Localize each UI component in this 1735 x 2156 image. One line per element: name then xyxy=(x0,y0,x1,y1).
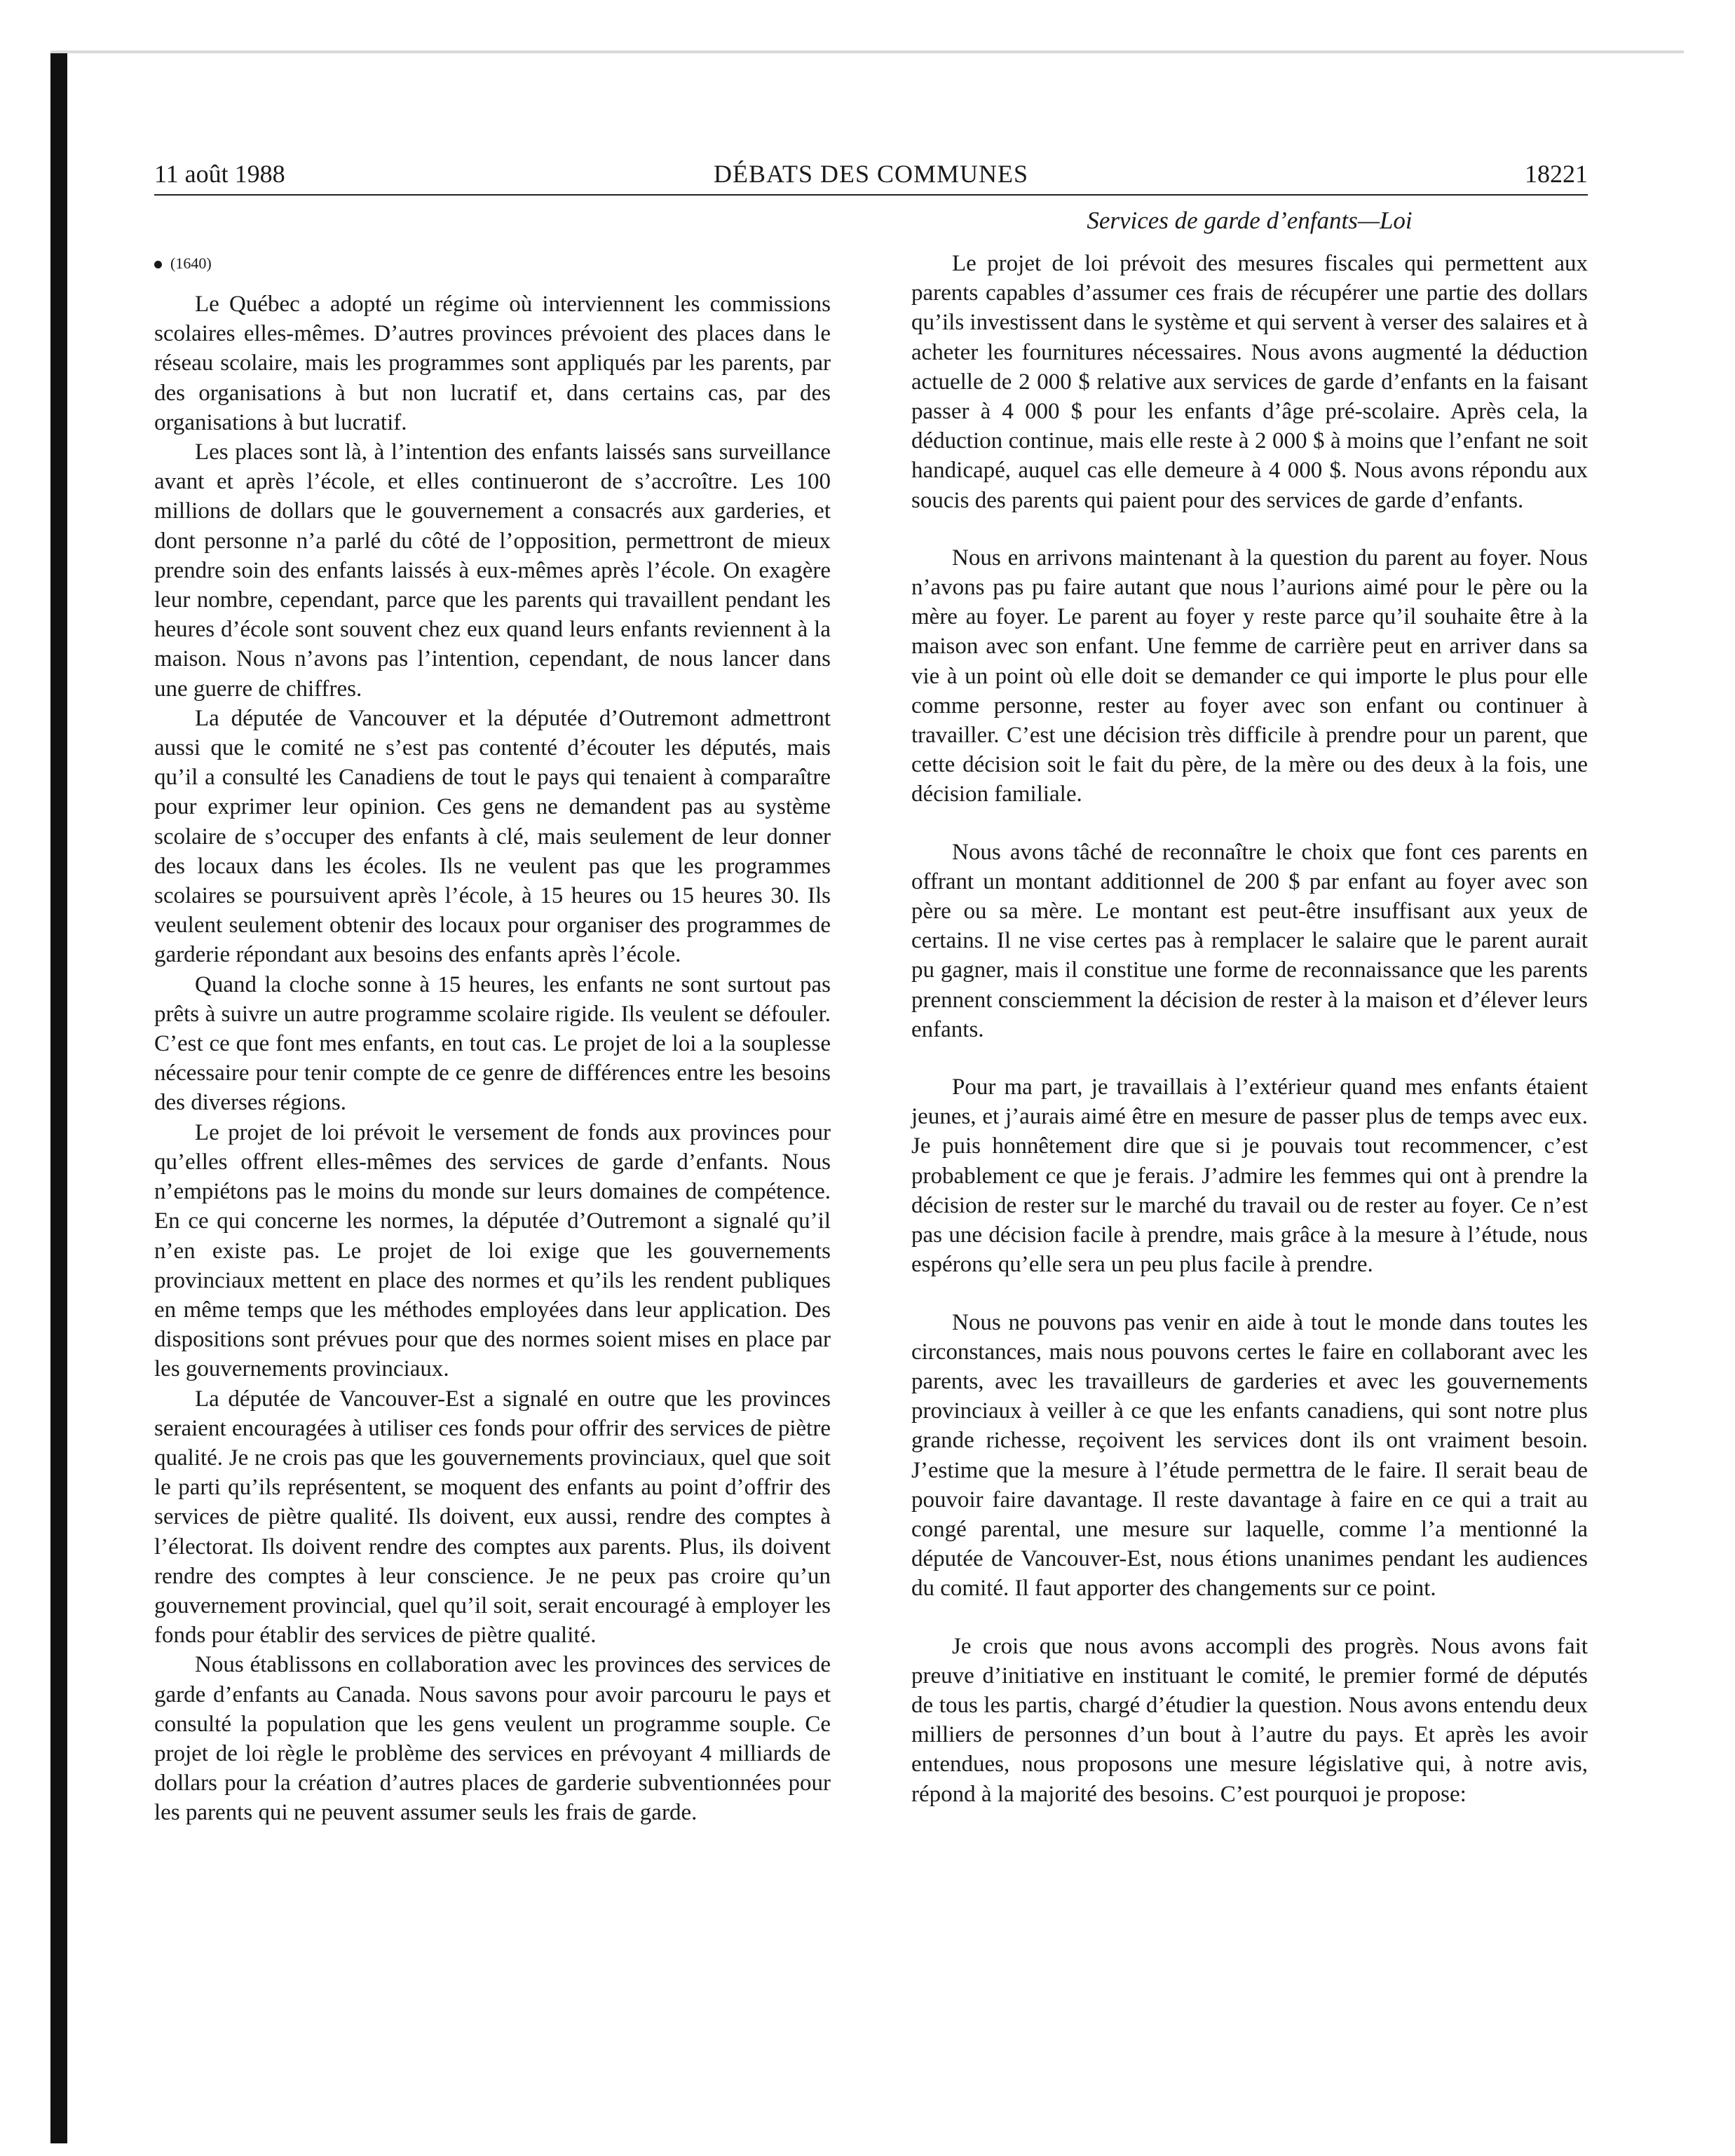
header-date: 11 août 1988 xyxy=(154,160,285,188)
header-rule xyxy=(154,194,1588,196)
scan-top-edge xyxy=(50,50,1684,53)
paragraph: Nous avons tâché de reconnaître le choix que font ces parents en offrant un montant additionnel de 200 $ par enfant au foyer avec son père ou sa mère. Le montant est peut-être insuffisant aux yeux de certains. Il ne vise certes pas à remplacer le salaire que le parent aurait pu gagner, mais il constitue une forme de reconnaissance que les parents prennent consciemment la décision de rester à la maison et d’élever leurs enfants. xyxy=(911,839,1588,1042)
paragraph: Le Québec a adopté un régime où interviennent les commissions scolaires elles-mêmes. D’autres provinces prévoient des places dans le réseau scolaire, mais les programmes sont appliqués par les parents, par des organisations à but non lucratif et, dans certains cas, par des organisations à but lucratif. xyxy=(154,292,831,435)
header-publication-title: DÉBATS DES COMMUNES xyxy=(713,160,1029,188)
paragraph: Je crois que nous avons accompli des progrès. Nous avons fait preuve d’initiative en instituant le comité, le premier formé de députés de tous les partis, chargé d’étudier la question. Nous avons entendu deux milliers de personnes d’un bout à l’autre du pays. Et après les avoir entendues, nous proposons une mesure législative qui, à notre avis, répond à la majorité des besoins. C’est pourquoi je propose: xyxy=(911,1633,1588,1807)
paragraph: La députée de Vancouver-Est a signalé en outre que les provinces seraient encouragées à utiliser ces fonds pour offrir des services de piètre qualité. Je ne crois pas que les gouvernements provinciaux, quel que soit le parti qu’ils représentent, se moquent des enfants au point d’offrir des services de piètre qualité. Ils doivent, eux aussi, rendre des comptes à l’électorat. Ils doivent rendre des comptes aux parents. Plus, ils doivent rendre des comptes à leur conscience. Je ne peux pas croire qu’un gouvernement provincial, quel qu’il soit, serait encouragé à employer les fonds pour établir des services de piètre qualité. xyxy=(154,1386,831,1649)
paragraph: Les places sont là, à l’intention des enfants laissés sans surveillance avant et après l’école, et elles continueront de s’accroître. Les 100 millions de dollars que le gouvernement a consacrés aux garderies, et dont personne n’a parlé du côté de l’opposition, permettront de mieux prendre soin des enfants laissés à eux-mêmes après l’école. On exagère leur nombre, cependant, parce que les parents qui travaillent pendant les heures d’école sont souvent chez eux quand leurs enfants reviennent à la maison. Nous n’avons pas l’intention, cependant, de nous lancer dans une guerre de chiffres. xyxy=(154,439,831,702)
paragraph: Pour ma part, je travaillais à l’extérieur quand mes enfants étaient jeunes, et j’aurais aimé être en mesure de passer plus de temps avec eux. Je puis honnêtement dire que si je pouvais tout recommencer, c’est probablement ce que je ferais. J’admire les femmes qui ont à prendre la décision de rester sur le marché du travail ou de rester au foyer. Ce n’est pas une décision facile à prendre, mais grâce à la mesure à l’étude, nous espérons qu’elle sera un peu plus facile à prendre. xyxy=(911,1074,1588,1278)
scan-shadow-edge xyxy=(50,50,67,2143)
running-header xyxy=(154,158,1588,193)
paragraph: Quand la cloche sonne à 15 heures, les enfants ne sont surtout pas prêts à suivre un autre programme scolaire rigide. Ils veulent se défouler. C’est ce que font mes enfants, en tout cas. Le projet de loi a la souplesse nécessaire pour tenir compte de ce genre de différences entre les besoins des diverses régions. xyxy=(154,971,831,1116)
header-page-number: 18221 xyxy=(1525,160,1588,188)
document-page xyxy=(154,158,1588,2106)
paragraph: Nous en arrivons maintenant à la question du parent au foyer. Nous n’avons pas pu faire autant que nous l’aurions aimé pour le père ou la mère au foyer. Le parent au foyer y reste parce qu’il souhaite être à la maison avec son enfant. Une femme de carrière peut en arriver dans sa vie à un point où elle doit se demander ce qui importe le plus pour elle comme personne, rester au foyer avec son enfant ou continuer à travailler. C’est une décision très difficile à prendre pour un parent, que cette décision soit le fait du père, de la mère ou des deux à la fois, une décision familiale. xyxy=(911,545,1588,807)
paragraph: Le projet de loi prévoit le versement de fonds aux provinces pour qu’elles offrent elles-mêmes des services de garde d’enfants. Nous n’empiétons pas le moins du monde sur leurs domaines de compétence. En ce qui concerne les normes, la députée d’Outremont a signalé qu’il n’en existe pas. Le projet de loi exige que les gouvernements provinciaux mettent en place des normes et qu’ils les rendent publiques en même temps que les méthodes employées dans leur application. Des dispositions sont prévues pour que des normes soient mises en place par les gouvernements provinciaux. xyxy=(154,1119,831,1382)
left-column xyxy=(154,249,831,1828)
bullet-icon xyxy=(154,261,162,268)
time-marker-text: (1640) xyxy=(170,254,212,272)
paragraph: La députée de Vancouver et la députée d’Outremont admettront aussi que le comité ne s’est pas contenté d’écouter les députés, mais qu’il a consulté les Canadiens de tout le pays qui tenaient à comparaître pour exprimer leur opinion. Ces gens ne demandent pas au système scolaire de s’occuper des enfants à clé, mais seulement de leur donner des locaux dans les écoles. Ils ne veulent pas que les programmes scolaires se poursuivent après l’école, à 15 heures ou 15 heures 30. Ils veulent seulement obtenir des locaux pour organiser des programmes de garderie répondant aux besoins des enfants après l’école. xyxy=(154,705,831,968)
section-title: Services de garde d’enfants—Loi xyxy=(1087,207,1413,234)
right-column xyxy=(911,249,1588,1809)
paragraph: Nous ne pouvons pas venir en aide à tout le monde dans toutes les circonstances, mais nous pouvons certes le faire en collaborant avec les parents, avec les travailleurs de garderies et avec les gouvernements provinciaux à veiller à ce que les enfants canadiens, qui sont notre plus grande richesse, reçoivent les services dont ils ont vraiment besoin. J’estime que la mesure à l’étude permettra de le faire. Il serait beau de pouvoir faire davantage. Il reste davantage à faire en ce qui a trait au congé parental, une mesure sur laquelle, comme l’a mentionné la députée de Vancouver-Est, nous étions unanimes pendant les audiences du comité. Il faut apporter des changements sur ce point. xyxy=(911,1309,1588,1602)
paragraph: Nous établissons en collaboration avec les provinces des services de garde d’enfants au Canada. Nous savons pour avoir parcouru le pays et consulté la population que les gens veulent un programme souple. Ce projet de loi règle le problème des services en prévoyant 4 milliards de dollars pour la création d’autres places de garderie subventionnées pour les parents qui ne peuvent assumer seuls les frais de garde. xyxy=(154,1652,831,1826)
paragraph: Le projet de loi prévoit des mesures fiscales qui permettent aux parents capables d’assumer ces frais de récupérer une partie des dollars qu’ils investissent dans le système et qui servent à verser des salaires et à acheter les fournitures nécessaires. Nous avons augmenté la déduction actuelle de 2 000 $ relative aux services de garde d’enfants en la faisant passer à 4 000 $ pour les enfants d’âge pré-scolaire. Après cela, la déduction continue, mais elle reste à 2 000 $ à moins que l’enfant ne soit handicapé, auquel cas elle demeure à 4 000 $. Nous avons répondu aux soucis des parents qui paient pour des services de garde d’enfants. xyxy=(911,251,1588,513)
time-marker xyxy=(154,249,831,278)
